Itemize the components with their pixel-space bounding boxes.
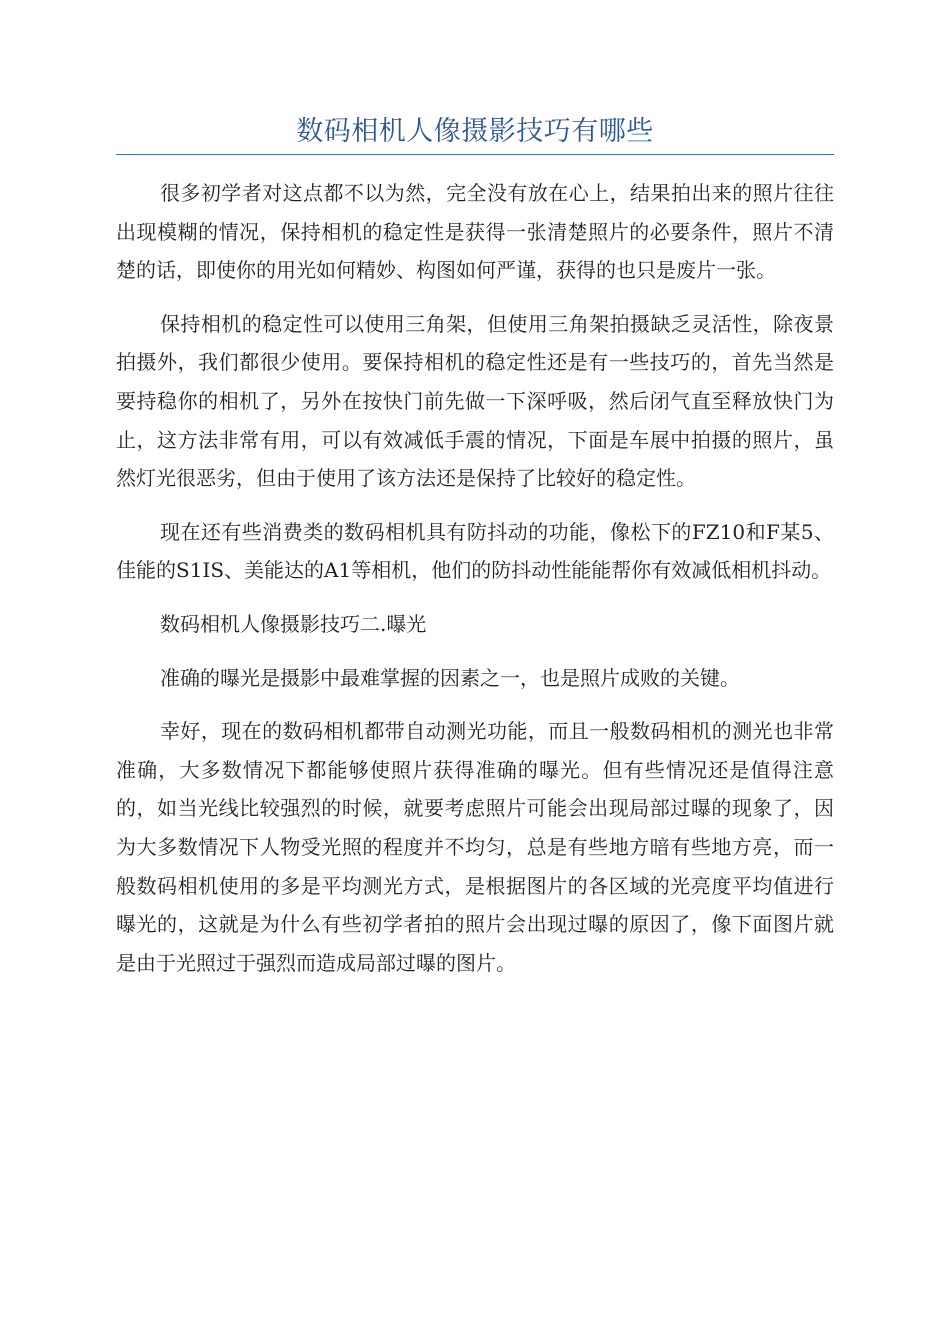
document-title: 数码相机人像摄影技巧有哪些 — [296, 116, 654, 147]
paragraph-stability-intro: 很多初学者对这点都不以为然，完全没有放在心上，结果拍出来的照片往往出现模糊的情况，保持相机的稳定性是获得一张清楚照片的必要条件，照片不清楚的话，即使你的用光如何精妙、构图如何严谨，获得的也只是废片一张。 — [116, 181, 834, 283]
section-heading-exposure: 数码相机人像摄影技巧二.曝光 — [160, 611, 427, 636]
title-underline — [116, 154, 834, 155]
paragraph-metering: 幸好，现在的数码相机都带自动测光功能，而且一般数码相机的测光也非常准确，大多数情况下都能够使照片获得准确的曝光。但有些情况还是值得注意的，如当光线比较强烈的时候，就要考虑照片可能会出现局部过曝的现象了，因为大多数情况下人物受光照的程度并不均匀，总是有些地方暗有些地方亮，而一般数码相机使用的多是平均测光方式，是根据图片的各区域的光亮度平均值进行曝光的，这就是为什么有些初学者拍的照片会出现过曝的原因了，像下面图片就是由于光照过于强烈而造成局部过曝的图片。 — [116, 719, 834, 975]
document-body — [116, 174, 834, 997]
paragraph-stabilization-cameras: 现在还有些消费类的数码相机具有防抖动的功能，像松下的FZ10和F某5、佳能的S1IS、美能达的A1等相机，他们的防抖动性能能帮你有效减低相机抖动。 — [116, 519, 834, 583]
paragraph-exposure-key: 准确的曝光是摄影中最难掌握的因素之一，也是照片成败的关键。 — [160, 665, 740, 690]
paragraph-tripod-tips: 保持相机的稳定性可以使用三角架，但使用三角架拍摄缺乏灵活性，除夜景拍摄外，我们都很少使用。要保持相机的稳定性还是有一些技巧的，首先当然是要持稳你的相机了，另外在按快门前先做一下深呼吸，然后闭气直至释放快门为止，这方法非常有用，可以有效减低手震的情况，下面是车展中拍摄的照片，虽然灯光很恶劣，但由于使用了该方法还是保持了比较好的稳定性。 — [116, 311, 834, 491]
